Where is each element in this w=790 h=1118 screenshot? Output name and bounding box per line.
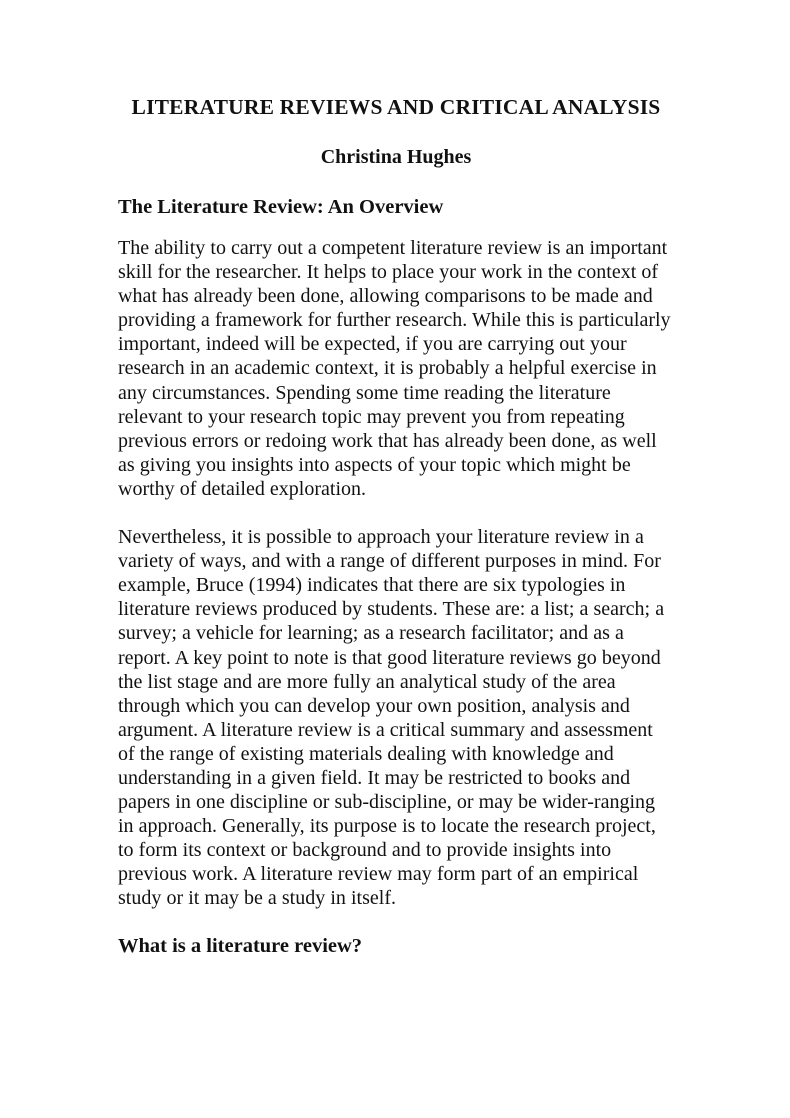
spacer <box>118 220 674 236</box>
spacer <box>118 501 674 525</box>
document-title: LITERATURE REVIEWS AND CRITICAL ANALYSIS <box>131 95 661 119</box>
spacer <box>118 911 674 933</box>
document-content <box>118 0 674 959</box>
section-heading-overview: The Literature Review: An Overview <box>118 196 444 218</box>
section-heading-what-is-a-literature-review: What is a literature review? <box>118 934 363 957</box>
paragraph-ability-to-carry-out: The ability to carry out a competent literature review is an important skill for the researcher. It helps to place your work in the context of what has already been done, allowing comparisons to be made and providing a framework for further research. While this is particularly important, indeed will be expected, if you are carrying out your research in an academic context, it is probably a helpful exercise in any circumstances. Spending some time reading the literature relevant to your research topic may prevent you from repeating previous errors or redoing work that has already been done, as well as giving you insights into aspects of your topic which might be worthy of detailed exploration. <box>118 237 671 500</box>
document-author: Christina Hughes <box>320 146 472 168</box>
paragraph-nevertheless-approaches: Nevertheless, it is possible to approach your literature review in a variety of ways, and with a range of different purposes in mind. For example, Bruce (1994) indicates that there are six typologies in literature reviews produced by students. These are: a list; a search; a survey; a vehicle for learning; as a research facilitator; and as a report. A key point to note is that good literature reviews go beyond the list stage and are more fully an analytical study of the area through which you can develop your own position, analysis and argument. A literature review is a critical summary and assessment of the range of existing materials dealing with knowledge and understanding in a given field. It may be restricted to books and papers in one discipline or sub-discipline, or may be wider-ranging in approach. Generally, its purpose is to locate the research project, to form its context or background and to provide insights into previous work. A literature review may form part of an empirical study or it may be a study in itself. <box>118 526 665 910</box>
